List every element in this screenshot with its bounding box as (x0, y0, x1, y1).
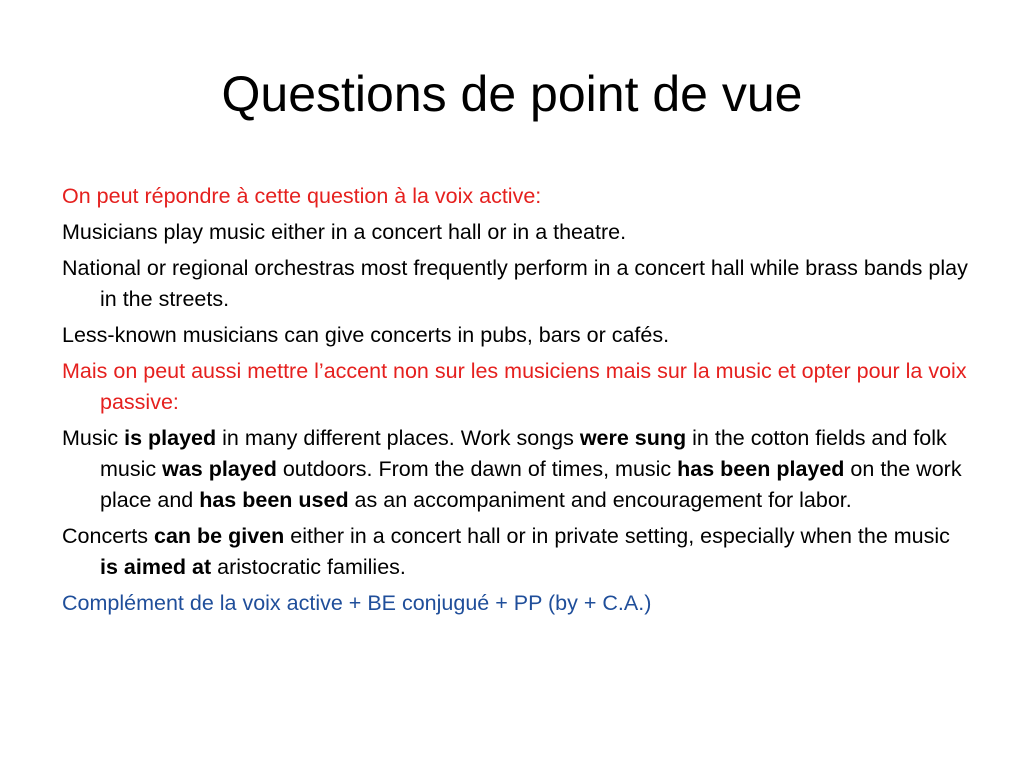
paragraph-less-known-musicians: Less-known musicians can give concerts in pubs, bars or cafés. (62, 323, 670, 347)
text-segment: Music (62, 426, 125, 450)
slide-body (62, 181, 972, 624)
bold-verb: is played (124, 426, 217, 450)
bold-verb: was played (162, 457, 277, 481)
paragraph-active-voice-intro: On peut répondre à cette question à la voix active: (62, 184, 542, 208)
slide-title: Questions de point de vue (221, 66, 803, 122)
paragraph-passive-voice-intro: Mais on peut aussi mettre l’accent non sur les musiciens mais sur la music et opter pour la voix passive: (62, 359, 967, 414)
text-segment: in the cotton fields and folk music (100, 426, 947, 481)
text-segment: as an accompaniment and encouragement for labor. (348, 488, 852, 512)
bold-verb: can be given (154, 524, 285, 548)
paragraph-orchestras: National or regional orchestras most frequently perform in a concert hall while brass bands play in the streets. (62, 256, 968, 311)
paragraph-music-passive-examples (62, 423, 972, 516)
text-segment: Concerts (62, 524, 155, 548)
bold-verb: has been used (199, 488, 349, 512)
text-segment: on the work place and (100, 457, 962, 512)
text-segment: in many different places. Work songs (216, 426, 580, 450)
paragraph-passive-formula: Complément de la voix active + BE conjugué + PP (by + C.A.) (62, 591, 652, 615)
paragraph-musicians-play: Musicians play music either in a concert hall or in a theatre. (62, 220, 627, 244)
bold-verb: were sung (579, 426, 687, 450)
bold-verb: has been played (677, 457, 845, 481)
text-segment: either in a concert hall or in private setting, especially when the music (284, 524, 950, 548)
text-segment: outdoors. From the dawn of times, music (276, 457, 678, 481)
bold-verb: is aimed at (100, 555, 212, 579)
text-segment: aristocratic families. (211, 555, 406, 579)
paragraph-concerts-passive-examples (62, 521, 972, 583)
